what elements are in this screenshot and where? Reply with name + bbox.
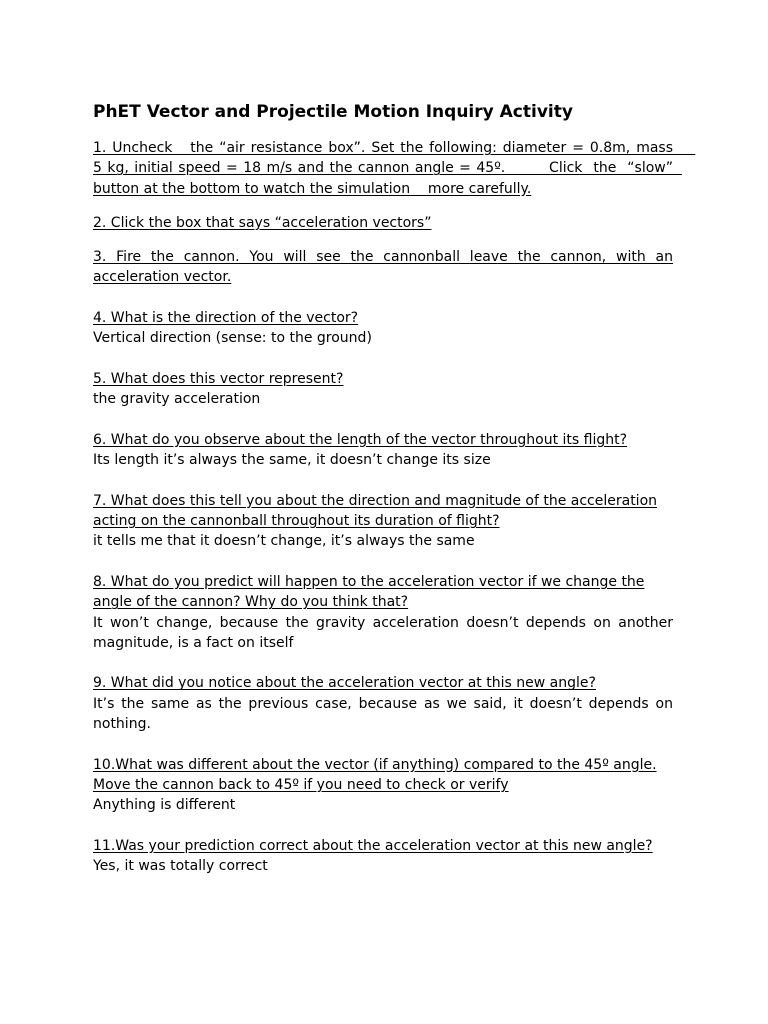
answer-5: the gravity acceleration — [93, 391, 261, 408]
question-4: 4. What is the direction of the vector? — [93, 310, 359, 327]
question-9: 9. What did you notice about the acceleration vector at this new angle? — [93, 675, 596, 692]
question-10: 10.What was different about the vector (if anything) compared to the 45º angle. Move the cannon back to 45º if you need to check or verify — [93, 756, 657, 793]
item-9 — [93, 673, 673, 734]
answer-10: Anything is different — [93, 797, 236, 814]
answer-11: Yes, it was totally correct — [93, 858, 268, 875]
question-7: 7. What does this tell you about the direction and magnitude of the acceleration acting on the cannonball throughout its duration of flight? — [93, 492, 658, 530]
question-5: 5. What does this vector represent? — [93, 370, 344, 387]
question-1: 1. Uncheck the “air resistance box”. Set the following: diameter = 0.8m, mass 5 kg, initial speed = 18 m/s and the cannon angle = 45º. Click the “slow” button at the bottom to watch the simulation more carefully. — [93, 140, 696, 197]
item-8 — [93, 572, 673, 653]
question-2: 2. Click the box that says “acceleration vectors” — [93, 214, 432, 231]
document-page — [93, 100, 696, 897]
answer-7: it tells me that it doesn’t change, it’s always the same — [93, 533, 475, 550]
item-3 — [93, 247, 673, 288]
answer-6: Its length it’s always the same, it doesn’t change its size — [93, 452, 491, 469]
item-7 — [93, 491, 673, 552]
item-6 — [93, 430, 673, 471]
item-4 — [93, 308, 673, 349]
document-title: PhET Vector and Projectile Motion Inquiry Activity — [93, 102, 573, 122]
item-5 — [93, 369, 673, 410]
question-11: 11.Was your prediction correct about the acceleration vector at this new angle? — [93, 837, 653, 854]
answer-8: It won’t change, because the gravity acceleration doesn’t depends on another magnitude, is a fact on itself — [93, 614, 673, 651]
question-8: 8. What do you predict will happen to the acceleration vector if we change the angle of the cannon? Why do you think that? — [93, 573, 645, 611]
question-3: 3. Fire the cannon. You will see the cannonball leave the cannon, with an acceleration vector. — [93, 249, 673, 286]
question-6: 6. What do you observe about the length of the vector throughout its flight? — [93, 431, 628, 448]
item-2 — [93, 213, 673, 233]
item-11 — [93, 836, 673, 877]
answer-4: Vertical direction (sense: to the ground) — [93, 330, 372, 347]
item-10 — [93, 755, 673, 816]
answer-9: It’s the same as the previous case, because as we said, it doesn’t depends on nothing. — [93, 695, 673, 733]
item-1 — [93, 138, 696, 199]
